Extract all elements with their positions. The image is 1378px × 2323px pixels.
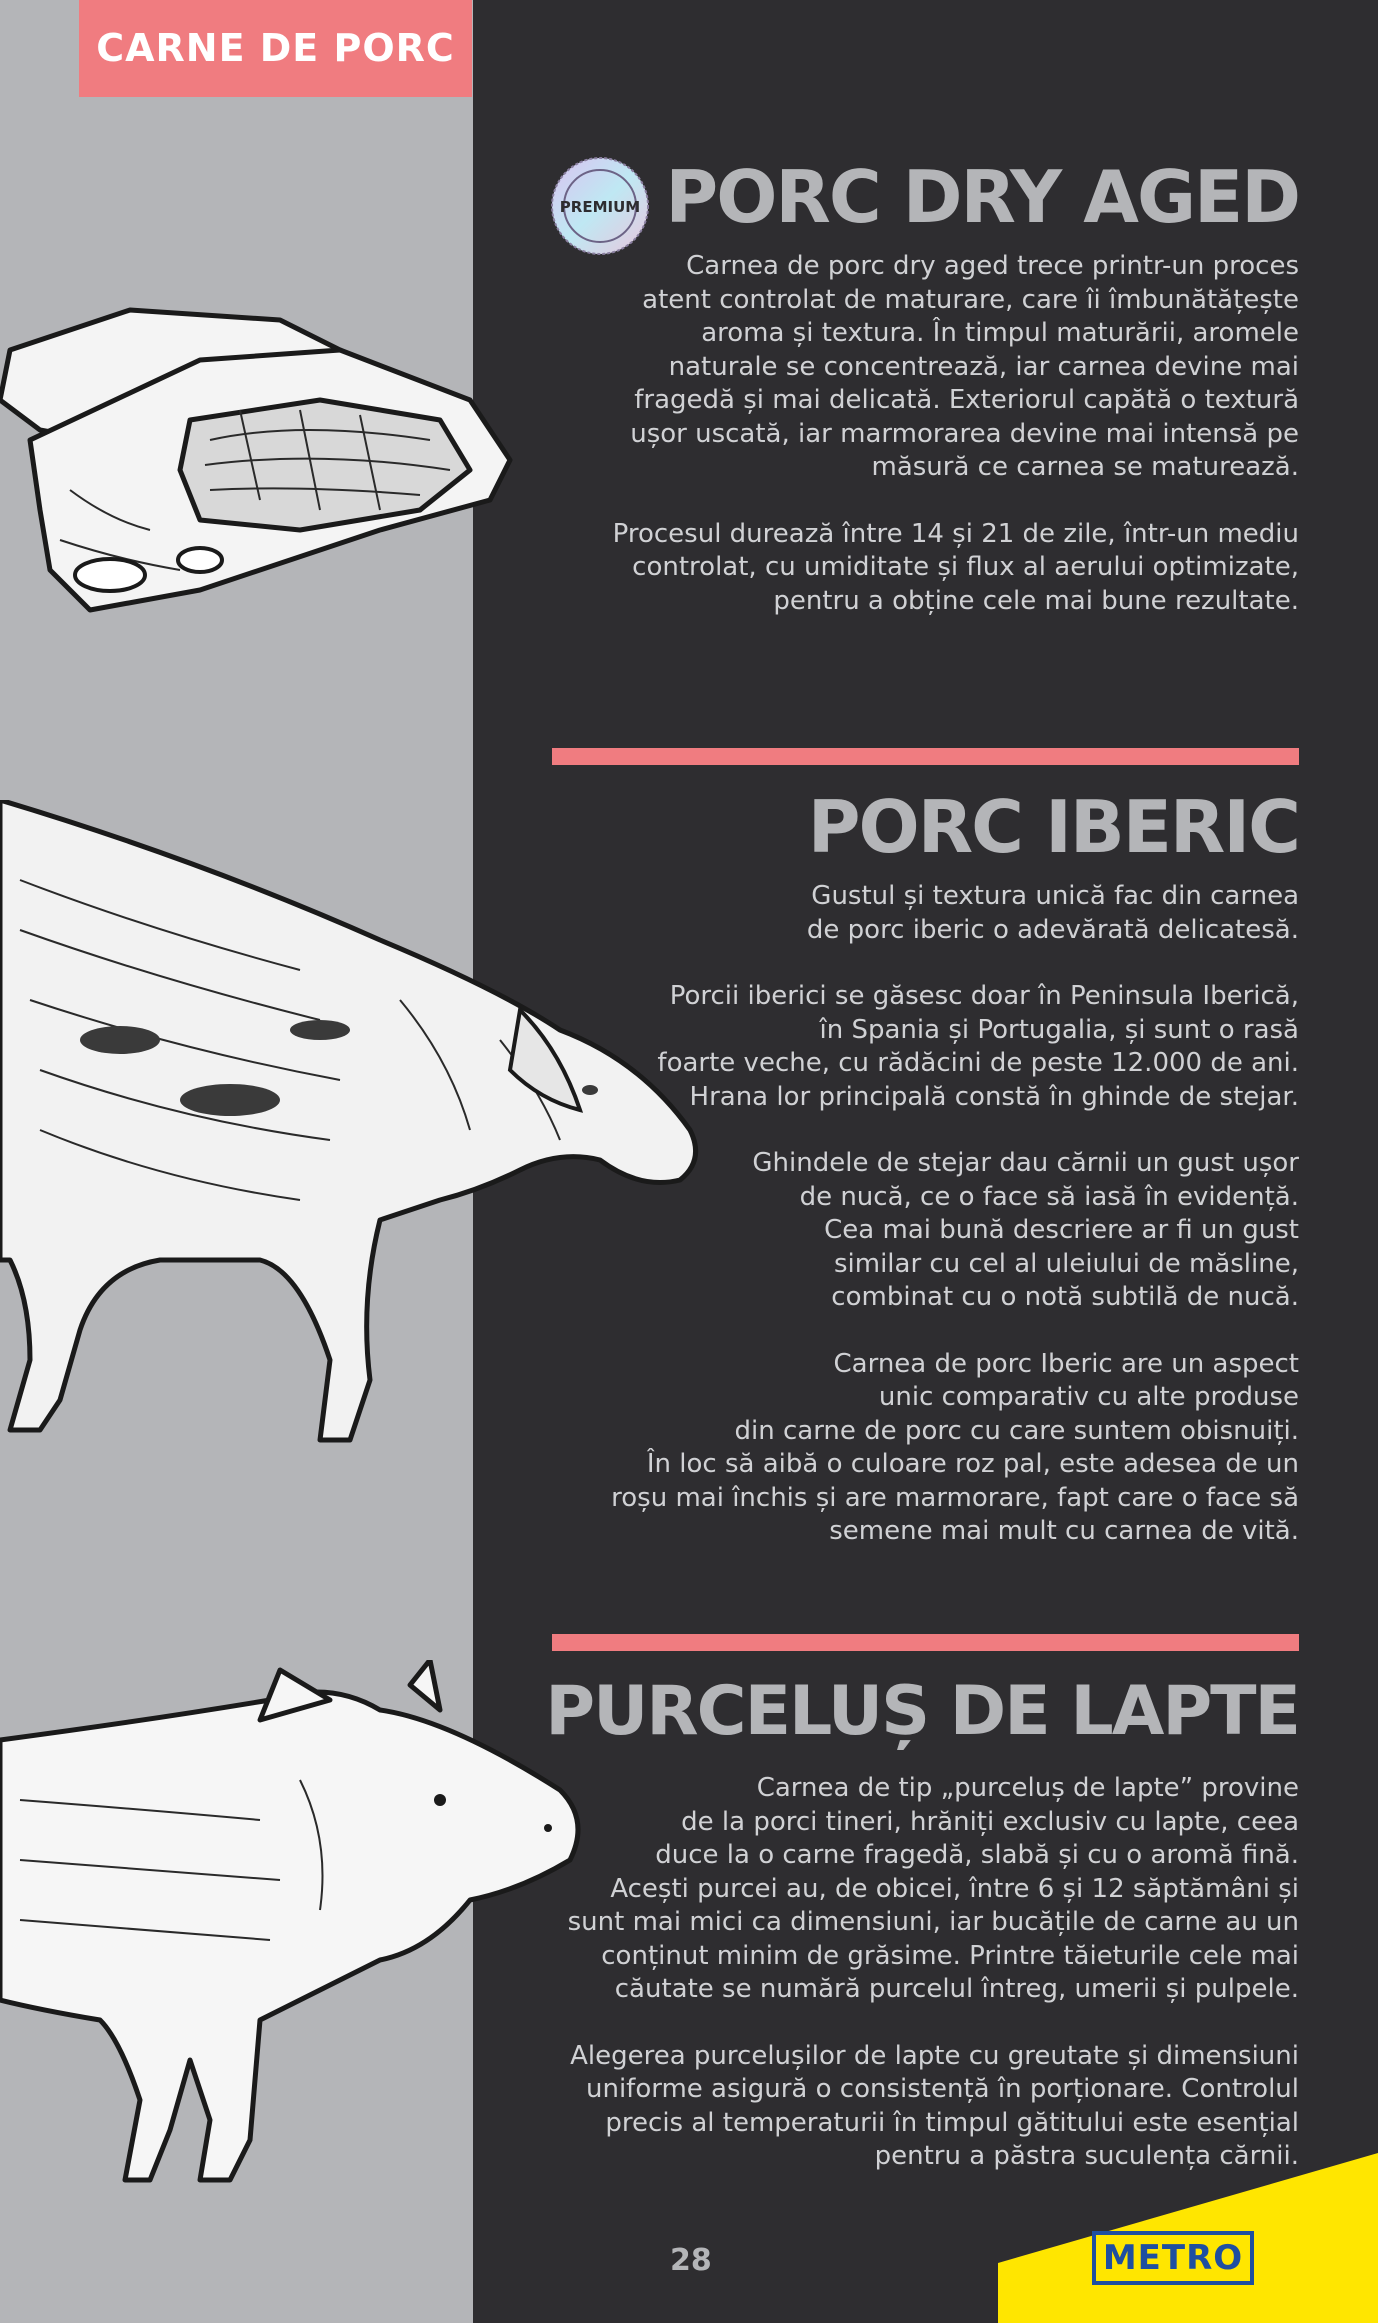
category-label: CARNE DE PORC (79, 0, 472, 97)
paragraph: Carnea de porc Iberic are un aspect unic comparativ cu alte produse din carne de porc cu care suntem obisnuiți. În loc să aibă o culoare roz pal, este adesea de un roșu mai închis și are marmorare, fapt care o face să semene mai mult cu carnea de vită. (611, 1348, 1299, 1546)
paragraph: Alegerea purcelușilor de lapte cu greutate și dimensiuni uniforme asigură o consistență în porționare. Controlul precis al temperaturii în timpul gătitului este esențial pentru a păstra suculența cărnii. (570, 2040, 1299, 2171)
paragraph: Procesul durează între 14 și 21 de zile, într-un mediu controlat, cu umiditate și flux al aerului optimizate, pentru a obține cele mai bune rezultate. (612, 518, 1299, 616)
section-title-dry-aged: PORC DRY AGED (665, 155, 1299, 239)
page-number: 28 (670, 2243, 712, 2278)
section-title-iberic: PORC IBERIC (807, 785, 1299, 869)
section-body-dry-aged (539, 250, 1299, 651)
section-divider (552, 748, 1299, 765)
section-body-iberic (539, 880, 1299, 1582)
paragraph: Porcii iberici se găsesc doar în Peninsula Iberică, în Spania și Portugalia, și sunt o rasă foarte veche, cu rădăcini de peste 12.000 de ani. Hrana lor principală constă în ghinde de stejar. (657, 981, 1299, 1112)
paragraph: Carnea de tip „purceluș de lapte” provine de la porci tineri, hrăniți exclusiv cu lapte, ceea duce la o carne fragedă, slabă și cu o aromă fină. Acești purcei au, de obicei, între 6 și 12 săptămâni și sunt mai mici ca dimensiuni, iar bucățile de carne au un conținut minim de grăsime. Printre tăieturile cele mai căutate se numără purcelul întreg, umerii și pulpele. (567, 1773, 1299, 2004)
dry-aged-pork-chops-illustration (0, 290, 530, 630)
paragraph: Carnea de porc dry aged trece printr-un proces atent controlat de maturare, care îi îmbunătățește aroma și textura. În timpul maturării, aromele naturale se concentrează, iar carnea devine mai fragedă și mai delicată. Exteriorul capătă o textură ușor uscată, iar marmorarea devine mai intensă pe măsură ce carnea se maturează. (630, 251, 1299, 482)
section-body-suckling-pig (499, 1772, 1299, 2207)
section-title-suckling-pig: PURCELUȘ DE LAPTE (545, 1672, 1299, 1751)
premium-badge (549, 155, 651, 257)
paragraph: Gustul și textura unică fac din carnea de porc iberic o adevărată delicatesă. (806, 881, 1299, 945)
premium-badge-label: PREMIUM (559, 198, 641, 216)
metro-logo: METRO (1092, 2231, 1254, 2285)
paragraph: Ghindele de stejar dau cărnii un gust ușor de nucă, ce o face să iasă în evidență. Cea mai bună descriere ar fi un gust similar cu cel al uleiului de măsline, combinat cu o notă subtilă de nucă. (752, 1148, 1299, 1312)
section-divider (552, 1634, 1299, 1651)
